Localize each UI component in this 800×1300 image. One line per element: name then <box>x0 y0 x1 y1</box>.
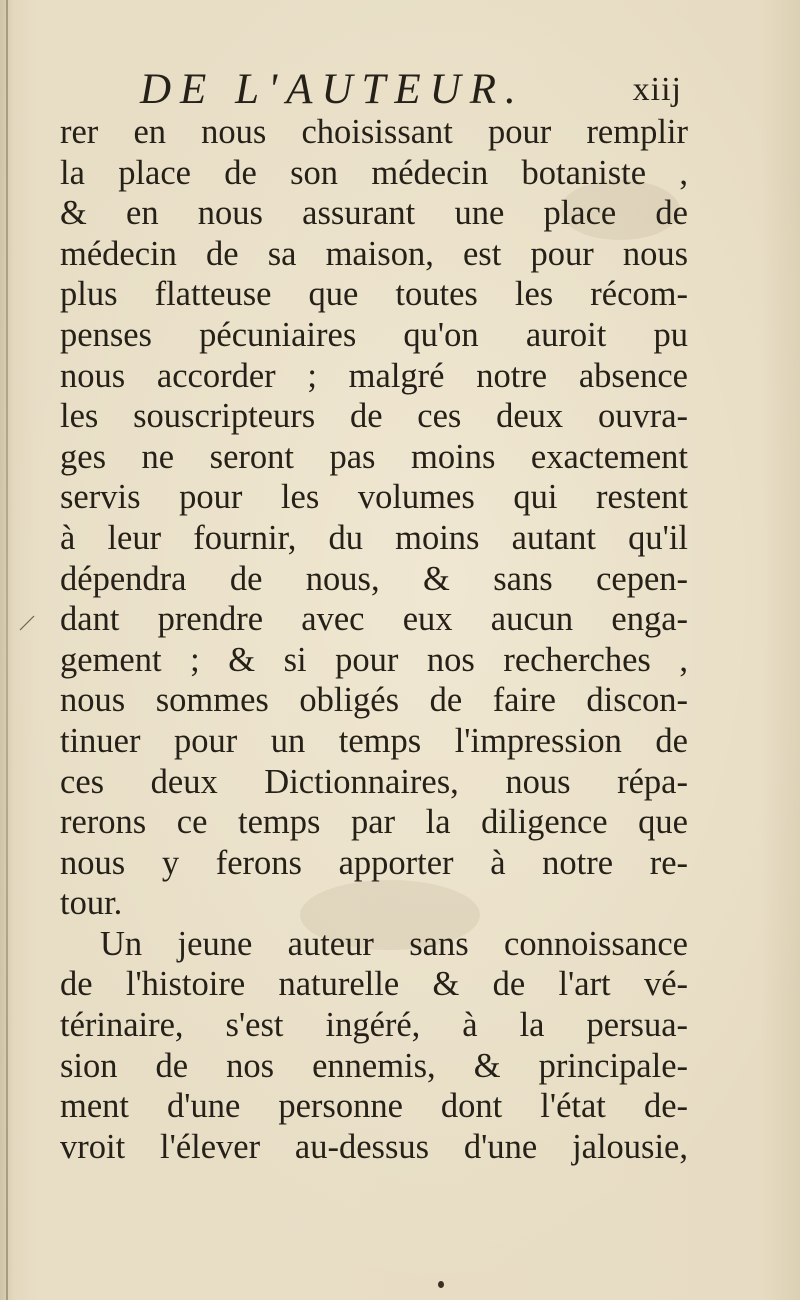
body-text <box>60 112 688 1167</box>
page-number: xiij <box>632 71 682 108</box>
text-line: sion de nos ennemis, & principale- <box>60 1046 688 1085</box>
text-line: dant prendre avec eux aucun enga- <box>60 600 688 639</box>
ink-dot <box>438 1281 444 1288</box>
text-line: rer en nous choisissant pour remplir <box>60 113 688 151</box>
text-line: les souscripteurs de ces deux ouvra- <box>60 397 688 436</box>
text-line: nous sommes obligés de faire discon- <box>60 681 688 720</box>
text-line: ges ne seront pas moins exactement <box>60 437 688 476</box>
running-head <box>140 62 690 118</box>
text-line: penses pécuniaires qu'on auroit pu <box>60 315 688 354</box>
text-line: plus flatteuse que toutes les récom- <box>60 275 688 314</box>
text-line: ces deux Dictionnaires, nous répa- <box>60 762 688 801</box>
text-line: médecin de sa maison, est pour nous <box>60 234 688 273</box>
text-line: nous y ferons apporter à notre re- <box>60 843 688 882</box>
text-line: gement ; & si pour nos recherches , <box>60 640 688 679</box>
text-line: la place de son médecin botaniste , <box>60 153 688 192</box>
text-line: vroit l'élever au-dessus d'une jalousie, <box>60 1127 688 1166</box>
running-title: DE L'AUTEUR. <box>140 66 525 113</box>
text-line: à leur fournir, du moins autant qu'il <box>60 518 688 557</box>
text-line: de l'histoire naturelle & de l'art vé- <box>60 965 688 1004</box>
text-line: Un jeune auteur sans connoissance <box>100 924 688 963</box>
text-line: servis pour les volumes qui restent <box>60 478 688 517</box>
margin-tick-mark <box>18 612 38 632</box>
text-line: tinuer pour un temps l'impression de <box>60 721 688 760</box>
text-line: tour. <box>60 884 123 923</box>
text-line: rerons ce temps par la diligence que <box>60 803 688 842</box>
text-line: térinaire, s'est ingéré, à la persua- <box>60 1006 688 1045</box>
text-line: dépendra de nous, & sans cepen- <box>60 559 688 598</box>
text-line: & en nous assurant une place de <box>60 194 688 233</box>
text-line: nous accorder ; malgré notre absence <box>60 356 688 395</box>
binding-gutter <box>6 0 8 1300</box>
text-line: ment d'une personne dont l'état de- <box>60 1087 688 1126</box>
